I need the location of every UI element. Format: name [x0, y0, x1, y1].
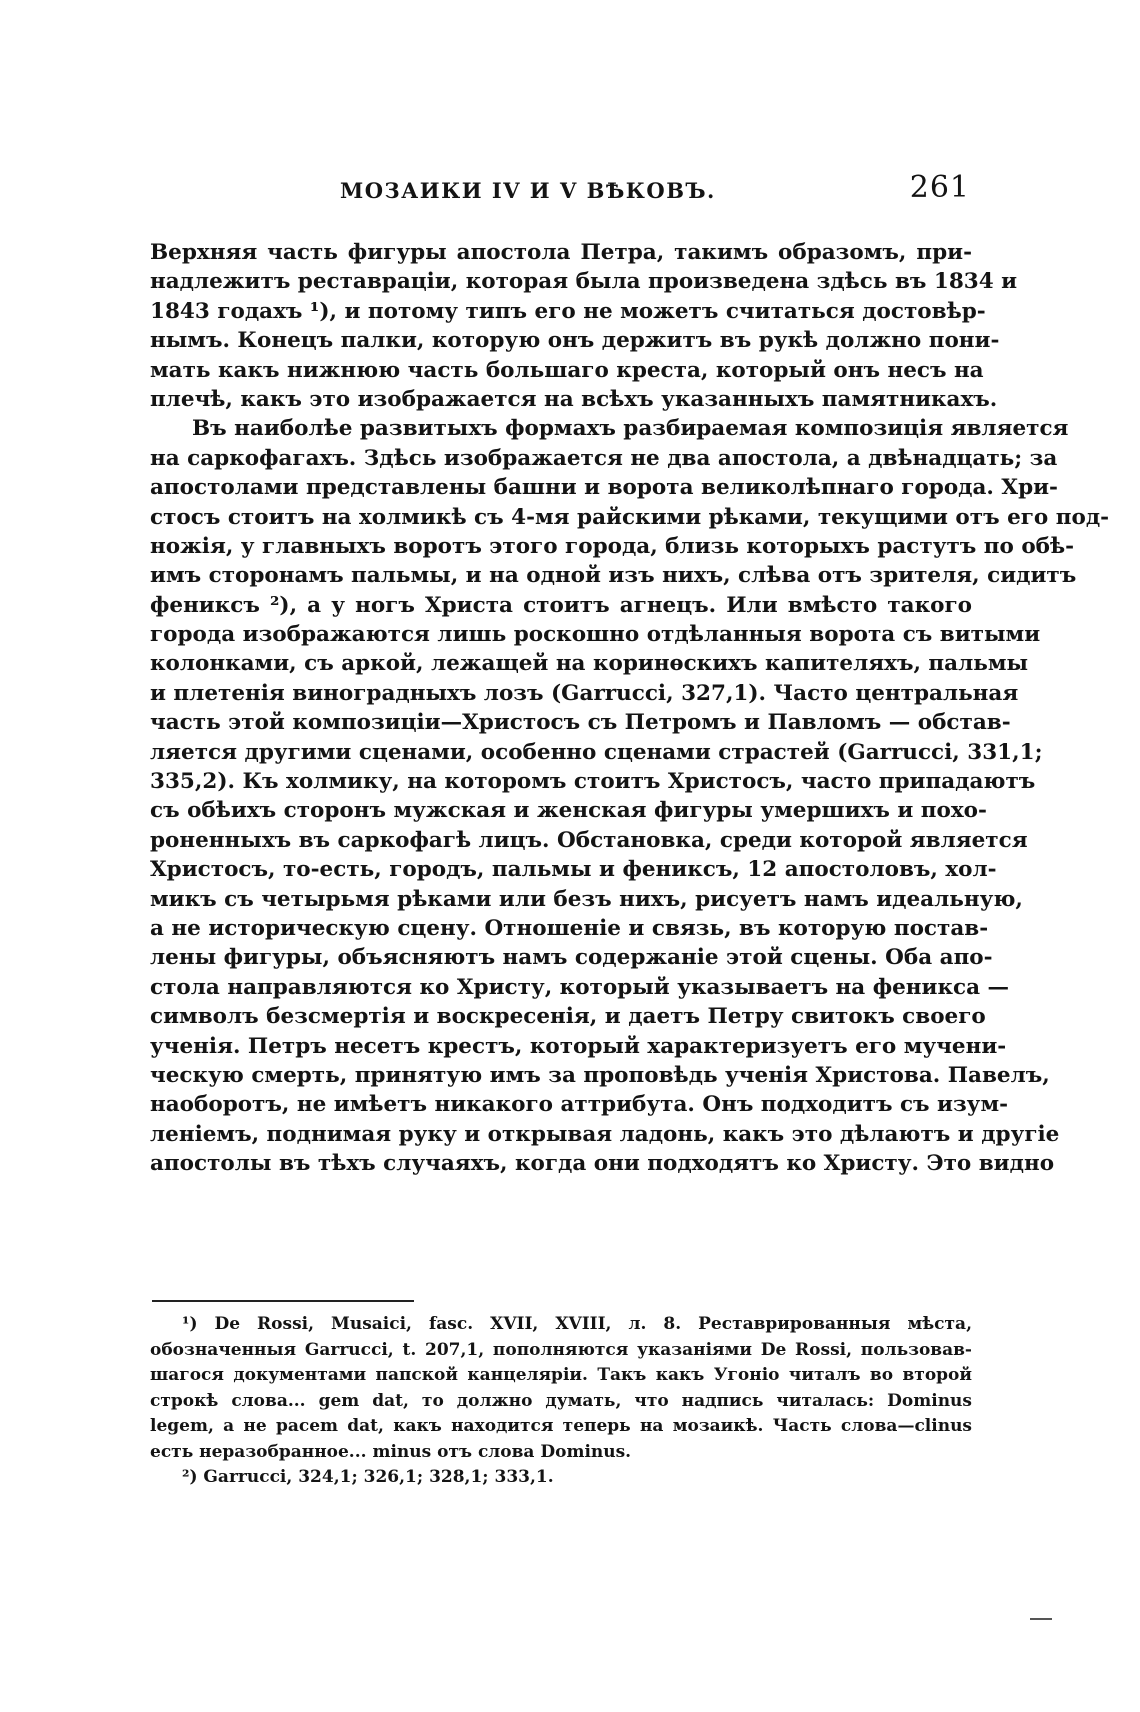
body-text: [150, 238, 1110, 1179]
text-line: 1843 годахъ ¹), и потому типъ его не можетъ считаться достовѣр-: [150, 298, 986, 324]
text-line: стосъ стоитъ на холмикѣ съ 4-мя райскими рѣками, текущими отъ его под-: [150, 504, 1110, 530]
text-line: апостолами представлены башни и ворота великолѣпнаго города. Хри-: [150, 475, 1058, 501]
text-line: колонками, съ аркой, лежащей на коринѳскихъ капителяхъ, пальмы: [150, 651, 1029, 677]
footnote-line: шагося документами папской канцеляріи. Такъ какъ Угоніо читалъ во второй: [150, 1365, 972, 1385]
text-line: символъ безсмертія и воскресенія, и даетъ Петру свитокъ своего: [150, 1004, 986, 1030]
running-title: МОЗАИКИ IV И V ВѢКОВЪ.: [340, 178, 716, 203]
text-line: Въ наиболѣе развитыхъ формахъ разбираемая композиція является: [192, 416, 1069, 442]
text-line: ческую смерть, принятую имъ за проповѣдь ученія Христова. Павелъ,: [150, 1062, 1050, 1088]
text-line: а не историческую сцену. Отношеніе и связь, въ которую постав-: [150, 915, 989, 941]
text-line: леніемъ, поднимая руку и открывая ладонь, какъ это дѣлаютъ и другіе: [150, 1121, 1060, 1147]
text-line: Христосъ, то-есть, городъ, пальмы и фениксъ, 12 апостоловъ, хол-: [150, 857, 997, 883]
footnote-separator: [152, 1300, 414, 1302]
text-line: и плетенія виноградныхъ лозъ (Garrucci, 327,1). Часто центральная: [150, 680, 1019, 706]
page-number: 261: [909, 170, 970, 205]
text-line: ножія, у главныхъ воротъ этого города, близь которыхъ растутъ по обѣ-: [150, 533, 1075, 559]
text-line: апостолы въ тѣхъ случаяхъ, когда они подходятъ ко Христу. Это видно: [150, 1151, 1055, 1177]
text-line: на саркофагахъ. Здѣсь изображается не два апостола, а двѣнадцать; за: [150, 445, 1058, 471]
footnotes: [150, 1312, 972, 1491]
footnote-line: есть неразобранное... minus отъ слова Dominus.: [150, 1441, 632, 1462]
text-line: нымъ. Конецъ палки, которую онъ держитъ въ рукѣ должно пони-: [150, 328, 1000, 354]
margin-mark: [1030, 1618, 1052, 1620]
text-line: плечѣ, какъ это изображается на всѣхъ указанныхъ памятникахъ.: [150, 386, 998, 412]
text-line: микъ съ четырьмя рѣками или безъ нихъ, рисуетъ намъ идеальную,: [150, 886, 1023, 912]
page-header: [150, 170, 970, 210]
text-line: ученія. Петръ несетъ крестъ, который характеризуетъ его мучени-: [150, 1033, 1007, 1059]
text-line: мать какъ нижнюю часть большаго креста, который онъ несъ на: [150, 357, 984, 383]
footnote-line: legem, а не pacem dat, какъ находится теперь на мозаикѣ. Часть слова—clinus: [150, 1416, 972, 1436]
text-line: часть этой композиціи—Христосъ съ Петромъ и Павломъ — обстав-: [150, 710, 1011, 736]
text-line: съ обѣихъ сторонъ мужская и женская фигуры умершихъ и похо-: [150, 798, 987, 824]
text-line: надлежитъ реставраціи, которая была произведена здѣсь въ 1834 и: [150, 269, 1018, 295]
footnote-line: обозначенныя Garrucci, t. 207,1, пополняются указаніями De Rossi, пользовав-: [150, 1339, 972, 1360]
footnote-line: строкѣ слова... gem dat, то должно думать, что надпись читалась: Dominus: [150, 1390, 972, 1411]
text-line: имъ сторонамъ пальмы, и на одной изъ нихъ, слѣва отъ зрителя, сидитъ: [150, 563, 1077, 589]
text-line: фениксъ ²), а у ногъ Христа стоитъ агнецъ. Или вмѣсто такого: [150, 592, 972, 618]
text-line: 335,2). Къ холмику, на которомъ стоитъ Христосъ, часто припадаютъ: [150, 769, 1036, 795]
text-line: ляется другими сценами, особенно сценами страстей (Garrucci, 331,1;: [150, 739, 1043, 765]
footnote-line: ¹) De Rossi, Musaici, fasc. XVII, XVIII, л. 8. Реставрированныя мѣста,: [182, 1314, 972, 1334]
text-line: наоборотъ, не имѣетъ никакого аттрибута. Онъ подходитъ съ изум-: [150, 1092, 1009, 1118]
text-line: роненныхъ въ саркофагѣ лицъ. Обстановка, среди которой является: [150, 827, 1028, 853]
text-line: Верхняя часть фигуры апостола Петра, такимъ образомъ, при-: [150, 240, 972, 265]
text-line: стола направляются ко Христу, который указываетъ на феникса —: [150, 974, 1009, 1000]
footnote-line: ²) Garrucci, 324,1; 326,1; 328,1; 333,1.: [182, 1467, 554, 1487]
text-line: лены фигуры, объясняютъ намъ содержаніе этой сцены. Оба апо-: [150, 945, 993, 971]
text-line: города изображаются лишь роскошно отдѣланныя ворота съ витыми: [150, 622, 1041, 648]
